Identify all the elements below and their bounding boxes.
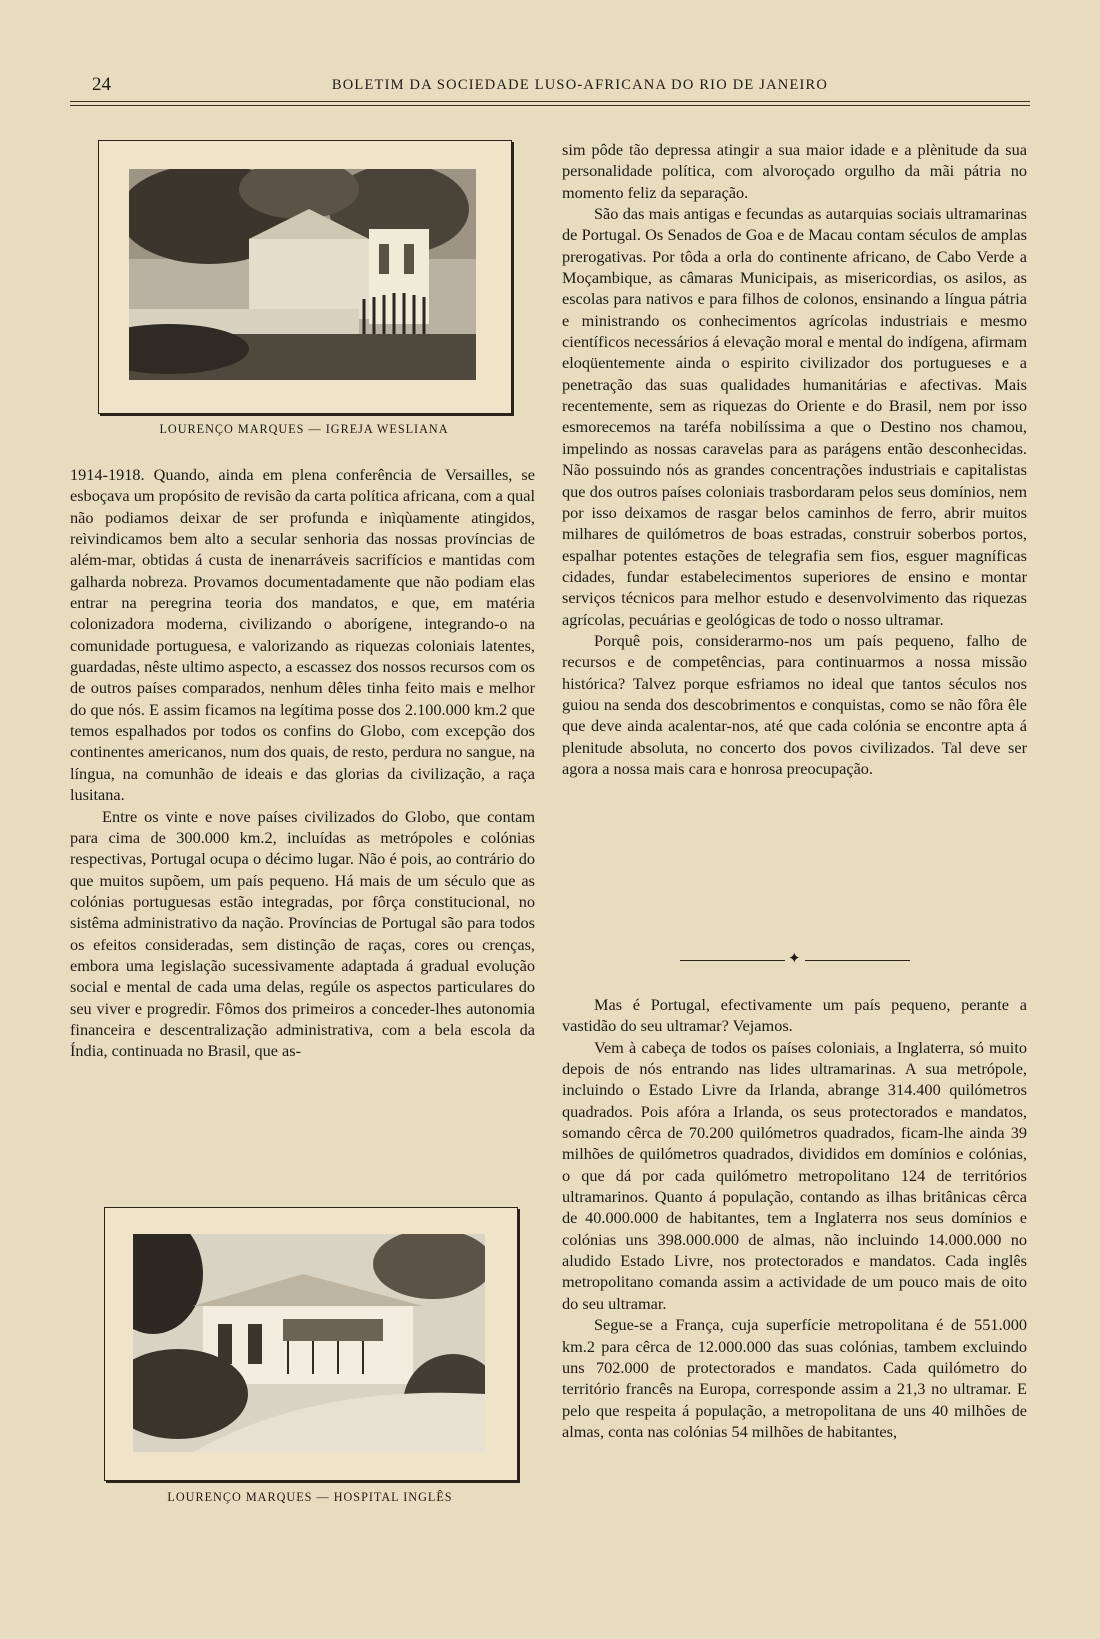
figure-hospital-frame: [104, 1207, 518, 1481]
paragraph: 1914-1918. Quando, ainda em plena conferência de Versailles, se esboçava um propósito de revisão da carta política africana, com a qual não podiamos deixar de ser profunda e inìqùamente atingidos, reìvindicamos bem alto a secular senhoria das nossas províncias de além-mar, obtidas á custa de inenarráveis sacrifícios e mantidas com galharda nobreza. Provamos documentadamente que não podiam elas entrar na peregrina teoria dos mandatos, e que, em matéria colonizadora moderna, civilizando o aborígene, integrando-o na comunidade portuguesa, e valorizando as riquezas coloniais latentes, guardadas, nêste ultimo aspecto, a escassez dos nossos recursos com os de outros países comparados, nenhum dêles tinha feito mais e melhor do que nós. E assim ficamos na legítima posse dos 2.100.000 km.2 que temos espalhados por todos os confins do Globo, com excepção dos continentes americanos, num dos quais, de resto, perdura no sangue, na língua, na comunhão de ideais e das glorias da civilização, a raça lusitana.: [70, 465, 535, 805]
right-column-bottom: [562, 994, 1027, 1442]
running-head: [70, 74, 1030, 100]
paragraph: Mas é Portugal, efectivamente um país pequeno, perante a vastidão do seu ultramar? Vejamos.: [562, 995, 1027, 1036]
running-title: BOLETIM DA SOCIEDADE LUSO-AFRICANA DO RIO DE JANEIRO: [331, 77, 829, 93]
page-number: 24: [92, 74, 111, 95]
paragraph: Segue-se a França, cuja superfície metropolitana é de 551.000 km.2 para cêrca de 12.000.000 das suas colónias, tambem excluindo uns 702.000 de protectorados e mandatos. Cada quilómetro do território francês na Europa, corresponde assim a 21,3 no ultramar. E pelo que respeita á população, a metropolitana de uns 40 milhões de almas, conta nas colónias 54 milhões de habitantes,: [562, 1315, 1027, 1441]
paragraph: Porquê pois, considerarmo-nos um país pequeno, falho de recursos e de competências, para continuarmos a nossa missão histórica? Talvez porque esfriamos no ideal que tantos séculos nos guiou na senda dos descobrimentos e conquistas, como se não fôra êle que deve ainda acalentar-nos, até que cada colónia se encontre apta á plenitude absoluta, no concerto dos povos civilizados. Tal deve ser agora a nossa mais cara e honrosa preocupação.: [562, 630, 1027, 778]
paragraph: Entre os vinte e nove países civilizados do Globo, que contam para cima de 300.000 km.2, incluídas as metrópoles e colónias respectivas, Portugal ocupa o décimo lugar. Não é pois, ao contrário do que muitos supõem, um país pequeno. Há mais de um século que as colónias portuguesas estão integradas, por fôrça constitucional, no sistêma administrativo da nação. Províncias de Portugal são para todos os efeitos consideradas, sem distinção de raças, cores ou crenças, embora uma legislação sucessivamente adaptada á gradual evolução social e mental de cada uma delas, regúle os aspectos particulares do seu viver e progredir. Fômos dos primeiros a conceder-lhes autonomia financeira e descentralização administrativa, com a bela escola da Índia, continuada no Brasil, que as-: [70, 806, 535, 1061]
section-separator: [680, 951, 910, 967]
paragraph: Vem à cabeça de todos os países coloniais, a Inglaterra, só muito depois de nós entrando nas lides ultramarinas. A sua metrópole, incluindo o Estado Livre da Irlanda, abrange 314.400 quilómetros quadrados. Pois afóra a Irlanda, os seus protectorados e mandatos, somando cêrca de 70.200 quilómetros quadrados, ficam-lhe ainda 39 milhões de quilómetros quadrados, divididos em domínios e colónias, o que dá por cada quilómetro metropolitano 124 de territórios ultramarinos. Quanto á população, contando as ilhas britânicas cêrca de 40.000.000 de habitantes, tem a Inglaterra nos seus domínios e colónias uns 398.000.000 de almas, não incluindo 14.000.000 no aludido Estado Livre, nos protectorados e mandatos. Cada inglês metropolitano comanda assim a actividade de um pouco mais de oito do seu ultramar.: [562, 1037, 1027, 1313]
header-rule: [70, 101, 1030, 102]
paragraph: São das mais antigas e fecundas as autarquias sociais ultramarinas de Portugal. Os Senados de Goa e de Macau contam séculos de amplas prerogativas. Por tôda a orla do continente africano, de Cabo Verde a Moçambique, as câmaras Municipais, as misericordias, os asilos, as escolas para nativos e para filhos de colonos, ensinando a língua pátria e ministrando os conhecimentos agrícolas industriais e mesmo científicos necessários á elevação moral e mental do indígena, afirmam eloqüentemente ainda o espirito civilizador dos portugueses e a penetração das suas qualidades humanitárias e afectivas. Mais recentemente, sem as riquezas do Oriente e do Brasil, nem por isso esmorecemos na taréfa nobilíssima a que o Destino nos chamou, impelindo as nossas caravelas para as parágens então desconhecidas. Não possuindo nós as grandes concentrações industriais e capitalistas que dos outros países coloniais trasbordaram pelos seus domínios, nem por isso deixamos de rasgar belos caminhos de ferro, abrir muitos milhares de quilómetros de boas estradas, construir soberbos portos, espalhar potentes estações de telegrafia sem fios, esguer magníficas cidades, fundar estabelecimentos superiores de ensino e montar serviços técnicos para melhor estudo e desenvolvimento das riquezas agrícolas, pecuárias e geológicas de todo o nosso ultramar.: [562, 204, 1027, 629]
header-rule: [70, 105, 1030, 106]
right-column-top: [562, 139, 1027, 779]
church-photo: [129, 169, 476, 380]
hospital-photo: [133, 1234, 485, 1452]
figure-caption: LOURENÇO MARQUES — HOSPITAL INGLÊS: [167, 1490, 453, 1504]
figure-caption: LOURENÇO MARQUES — IGREJA WESLIANA: [159, 422, 449, 436]
separator-ornament: ✦: [788, 951, 801, 967]
left-column: [70, 464, 535, 1062]
paragraph: sim pôde tão depressa atingir a sua maior idade e a plènitude da sua personalidade política, com alvoroçado orgulho da mãi pátria no momento feliz da separação.: [562, 140, 1027, 202]
figure-church-frame: [98, 140, 512, 414]
